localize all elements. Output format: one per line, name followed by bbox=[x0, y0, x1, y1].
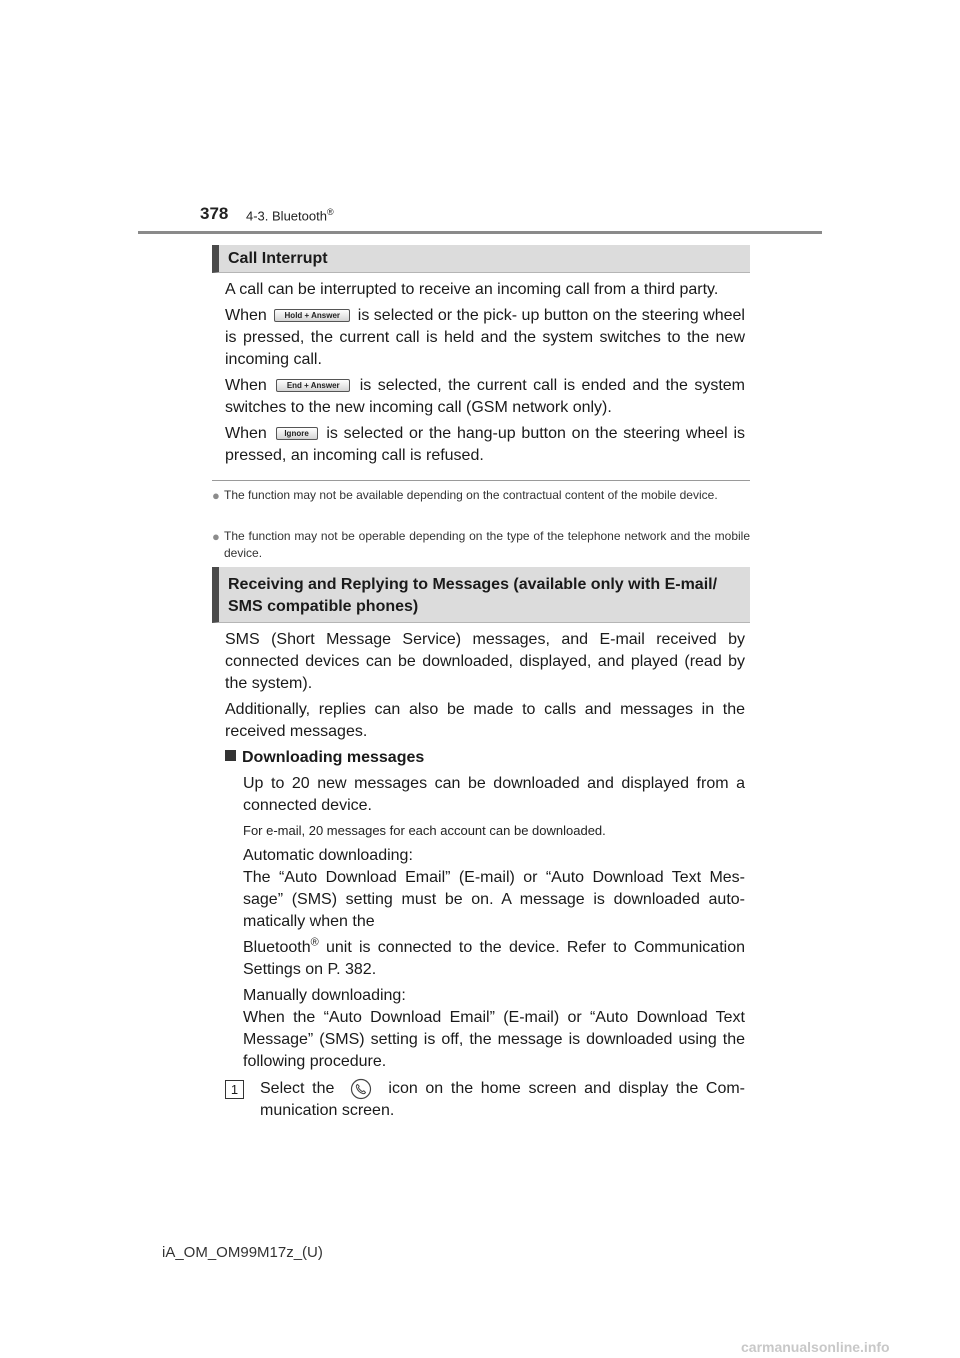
registered-mark: ® bbox=[310, 936, 319, 949]
ignore-lead: When bbox=[225, 425, 267, 442]
note-item-1 bbox=[212, 487, 750, 504]
manual-downloading bbox=[243, 985, 745, 1073]
end-answer-text: is selected, the current call is ended and the system switches to the new incoming call (GSM network only). bbox=[225, 377, 745, 416]
step-1 bbox=[260, 1078, 745, 1122]
note-text-1: The function may not be available depending on the contractual content of the mobile device. bbox=[224, 488, 718, 502]
end-answer-paragraph bbox=[225, 375, 745, 419]
section-title bbox=[246, 207, 334, 223]
manual-text: When the “Auto Download Email” (E-mail) or “Auto Download Text Message” (SMS) setting is off, the message is downloaded using the following procedure. bbox=[243, 1009, 745, 1070]
downloading-intro: Up to 20 new messages can be downloaded and displayed from a connected device. bbox=[243, 775, 745, 814]
phone-icon bbox=[348, 1078, 374, 1100]
section-title-text: 4-3. Bluetooth bbox=[246, 208, 327, 224]
notes-divider bbox=[212, 480, 750, 481]
automatic-text: The “Auto Download Email” (E-mail) or “Auto Download Text Mes- sage” (SMS) setting must be on. A message is downloaded auto- matically when the bbox=[243, 869, 745, 930]
registered-mark: ® bbox=[326, 207, 334, 217]
call-interrupt-intro: A call can be interrupted to receive an incoming call from a third party. bbox=[225, 281, 719, 298]
bluetooth-word: Bluetooth bbox=[243, 939, 311, 956]
ignore-button-image: Ignore bbox=[276, 427, 318, 440]
ignore-text: is selected or the hang-up button on the steering wheel is pressed, an incoming call is refused. bbox=[225, 425, 746, 464]
page-number: 378 bbox=[200, 204, 229, 223]
header-rule bbox=[138, 231, 822, 234]
downloading-heading bbox=[225, 747, 424, 769]
messages-replies: Additionally, replies can also be made to calls and messages in the received messages. bbox=[225, 701, 745, 740]
hold-answer-lead: When bbox=[225, 307, 267, 324]
messages-heading-box bbox=[212, 567, 750, 623]
automatic-text-2 bbox=[243, 937, 745, 981]
watermark: carmanualsonline.info bbox=[741, 1339, 890, 1355]
downloading-email-note: For e-mail, 20 messages for each account can be downloaded. bbox=[243, 823, 606, 838]
automatic-label: Automatic downloading: bbox=[243, 847, 413, 864]
bullet-icon: ● bbox=[212, 529, 220, 544]
call-interrupt-title: Call Interrupt bbox=[228, 250, 328, 267]
bullet-icon: ● bbox=[212, 488, 220, 503]
step-1-lead: Select the bbox=[260, 1080, 335, 1098]
hold-answer-text: is selected or the pick- up button on the steering wheel is pressed, the current call is held and the system switches to the new incoming call. bbox=[225, 307, 745, 368]
note-item-2 bbox=[212, 528, 750, 562]
document-code: iA_OM_OM99M17z_(U) bbox=[162, 1244, 323, 1261]
step-1-text: icon on the home screen and display the Com- munication screen. bbox=[260, 1080, 746, 1120]
messages-intro: SMS (Short Message Service) messages, and E-mail received by connected devices can be downloaded, displayed, and played (read by the system). bbox=[225, 631, 745, 692]
ignore-paragraph bbox=[225, 423, 745, 467]
automatic-downloading bbox=[243, 845, 745, 981]
manual-label: Manually downloading: bbox=[243, 987, 406, 1004]
step-number-1: 1 bbox=[225, 1080, 244, 1099]
call-interrupt-heading-box bbox=[212, 245, 750, 273]
messages-title: Receiving and Replying to Messages (available only with E-mail/ SMS compatible phones) bbox=[228, 576, 718, 615]
hold-answer-button-image: Hold + Answer bbox=[274, 309, 350, 322]
hold-answer-paragraph bbox=[225, 305, 745, 371]
automatic-text-2-rest: unit is connected to the device. Refer to Communication Settings on P. 382. bbox=[243, 939, 745, 978]
note-text-2: The function may not be operable depending on the type of the telephone network and the mobile device. bbox=[224, 529, 750, 560]
square-bullet-icon bbox=[225, 750, 236, 761]
end-answer-lead: When bbox=[225, 377, 267, 394]
downloading-heading-text: Downloading messages bbox=[242, 749, 425, 766]
end-answer-button-image: End + Answer bbox=[276, 379, 350, 392]
